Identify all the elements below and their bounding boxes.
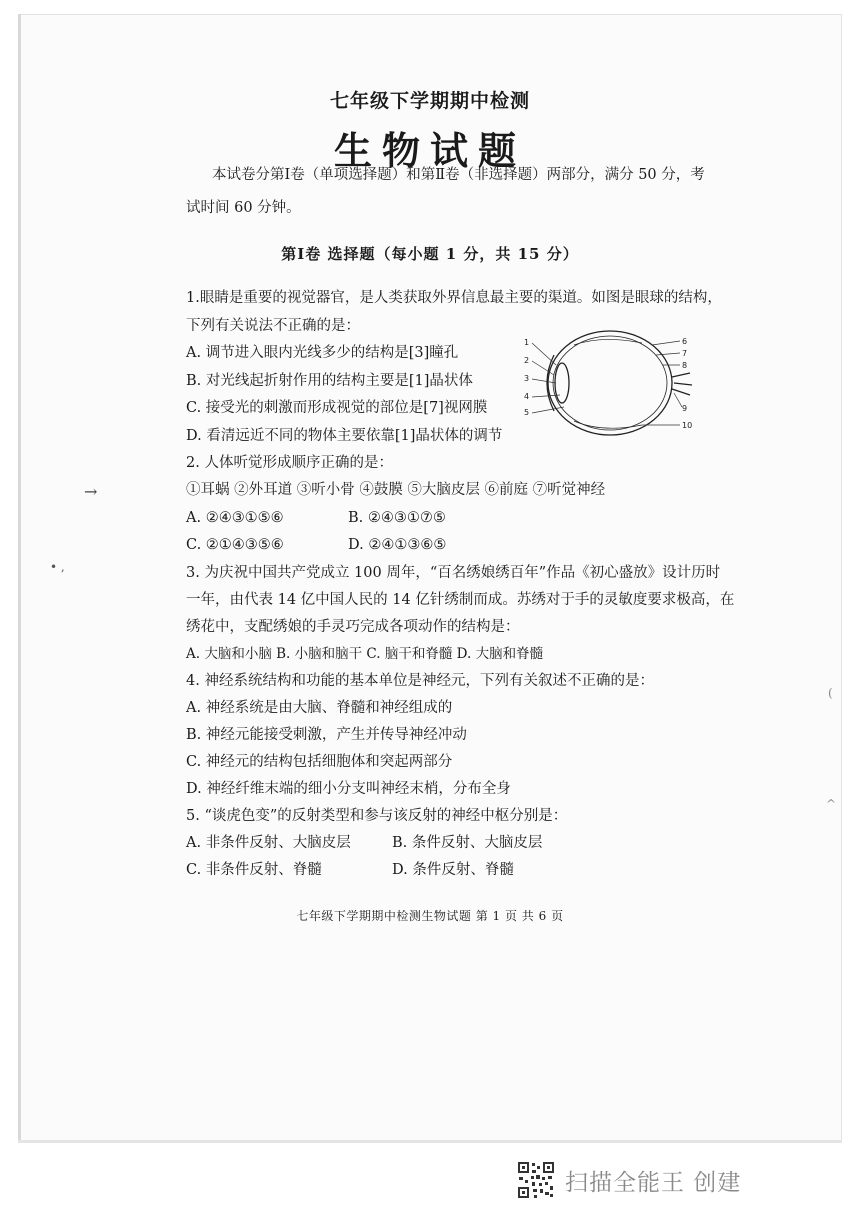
q2-option-a: A. ②④③①⑤⑥ [186, 510, 284, 526]
q3-stem-1: 3. 为庆祝中国共产党成立 100 周年，“百名绣娘绣百年”作品《初心盛放》设计历时 [186, 565, 721, 581]
q2-option-d: D. ②④①③⑥⑤ [348, 537, 447, 553]
q1-option-b: B. 对光线起折射作用的结构主要是[1]晶状体 [186, 373, 473, 389]
eye-label-6: 6 [682, 337, 688, 346]
eye-label-1: 1 [524, 338, 530, 347]
q4-option-d: D. 神经纤维末端的细小分支叫神经末梢，分布全身 [186, 781, 511, 797]
q5-option-d: D. 条件反射、脊髓 [392, 862, 514, 878]
eye-label-3: 3 [524, 374, 530, 383]
q1-stem-2: 下列有关说法不正确的是： [186, 318, 360, 334]
q4-stem: 4. 神经系统结构和功能的基本单位是神经元，下列有关叙述不正确的是： [186, 673, 654, 689]
q4-option-c: C. 神经元的结构包括细胞体和突起两部分 [186, 754, 453, 770]
exam-title: 七年级下学期期中检测 [329, 90, 530, 112]
eye-label-2: 2 [524, 356, 530, 365]
intro-line-2: 试时间 60 分钟。 [186, 200, 301, 216]
q5-stem: 5. “谈虎色变”的反射类型和参与该反射的神经中枢分别是： [186, 808, 568, 824]
q2-option-b: B. ②④③①⑦⑤ [348, 510, 446, 526]
q4-option-a: A. 神经系统是由大脑、脊髓和神经组成的 [186, 700, 453, 716]
q1-option-c: C. 接受光的刺激而形成视觉的部位是[7]视网膜 [186, 400, 488, 416]
intro-line-1: 本试卷分第Ⅰ卷（单项选择题）和第Ⅱ卷（非选择题）两部分，满分 50 分，考 [212, 167, 705, 183]
scan-mark: ( [828, 686, 833, 700]
scan-mark: → [84, 482, 98, 501]
eye-label-4: 4 [524, 392, 530, 401]
q1-stem-1: 1.眼睛是重要的视觉器官，是人类获取外界信息最主要的渠道。如图是眼球的结构， [186, 290, 722, 306]
q3-options: A. 大脑和小脑 B. 小脑和脑干 C. 脑干和脊髓 D. 大脑和脊髓 [186, 646, 544, 662]
scan-mark: • , [50, 560, 65, 574]
scanner-watermark-text: 扫描全能王 创建 [565, 1169, 742, 1196]
eye-label-7: 7 [682, 349, 688, 358]
page-edge-bottom [18, 1140, 842, 1143]
q1-option-d: D. 看清远近不同的物体主要依靠[1]晶状体的调节 [186, 428, 503, 444]
eye-label-8: 8 [682, 361, 688, 370]
eye-label-5: 5 [524, 408, 530, 417]
q5-option-b: B. 条件反射、大脑皮层 [392, 835, 543, 851]
q1-option-a: A. 调节进入眼内光线多少的结构是[3]瞳孔 [186, 345, 459, 361]
q2-option-c: C. ②①④③⑤⑥ [186, 537, 284, 553]
q4-option-b: B. 神经元能接受刺激，产生并传导神经冲动 [186, 727, 467, 743]
q3-stem-2: 一年，由代表 14 亿中国人民的 14 亿针绣制而成。苏绣对于手的灵敏度要求极高，在 [186, 592, 735, 608]
exam-subject: 生物试题 [333, 128, 526, 173]
eye-label-10: 10 [682, 421, 693, 430]
scan-mark: ^ [826, 797, 837, 811]
scanner-watermark [517, 1160, 741, 1200]
page-footer: 七年级下学期期中检测生物试题 第 1 页 共 6 页 [296, 909, 564, 923]
eyeball-diagram [512, 325, 702, 443]
qr-code-icon [517, 1161, 555, 1199]
q5-option-c: C. 非条件反射、脊髓 [186, 862, 322, 878]
eye-label-9: 9 [682, 404, 688, 413]
page-edge [18, 14, 21, 1142]
q2-items: ①耳蜗 ②外耳道 ③听小骨 ④鼓膜 ⑤大脑皮层 ⑥前庭 ⑦听觉神经 [186, 482, 606, 498]
q5-option-a: A. 非条件反射、大脑皮层 [186, 835, 351, 851]
q3-stem-3: 绣花中，支配绣娘的手灵巧完成各项动作的结构是： [186, 619, 520, 635]
section-heading: 第Ⅰ卷 选择题（每小题 1 分，共 15 分） [281, 245, 579, 263]
q2-stem: 2. 人体听觉形成顺序正确的是： [186, 455, 393, 471]
